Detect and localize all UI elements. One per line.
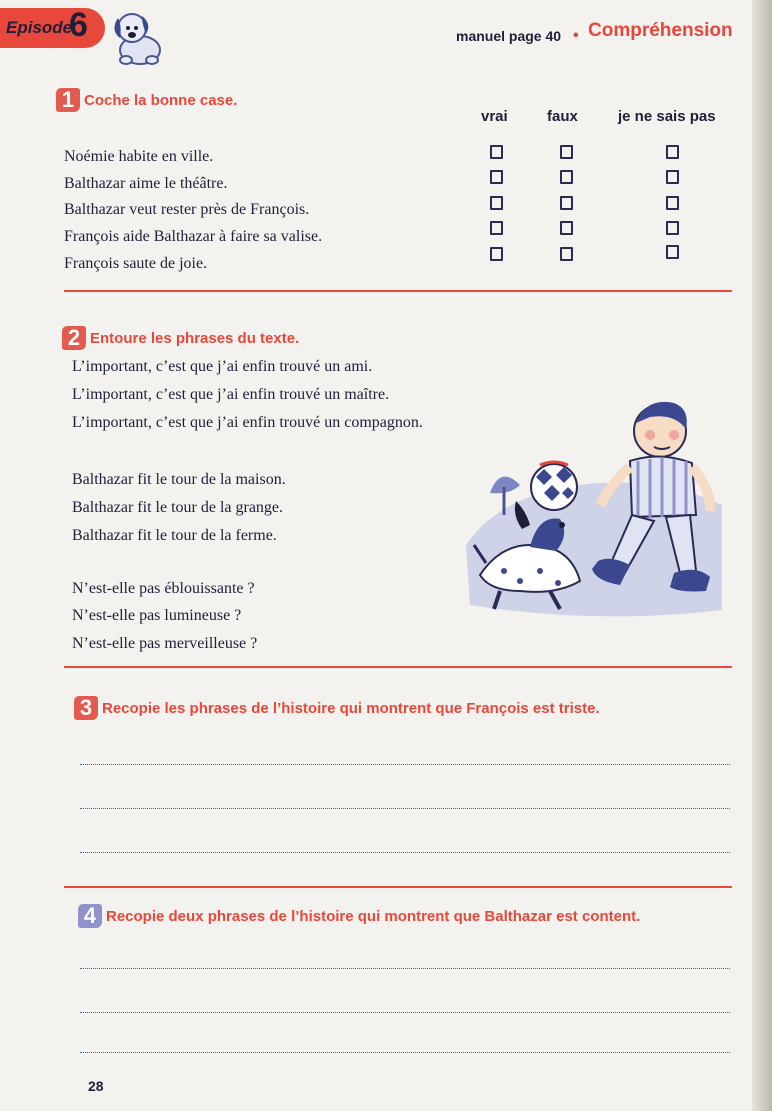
sentence-1-3[interactable]: L’important, c’est que j’ai enfin trouvé un compagnon.	[72, 414, 423, 431]
checkbox-1-vrai[interactable]	[490, 145, 503, 159]
exercise-2-heading	[62, 326, 299, 350]
sentence-2-1[interactable]: Balthazar fit le tour de la maison.	[72, 471, 286, 488]
checkbox-5-je-ne-sais-pas[interactable]	[666, 245, 679, 259]
sentence-1-2[interactable]: L’important, c’est que j’ai enfin trouvé un maître.	[72, 386, 390, 403]
exercise-4-title: Recopie deux phrases de l’histoire qui montrent que Balthazar est content.	[106, 907, 641, 925]
sentence-1-1[interactable]: L’important, c’est que j’ai enfin trouvé un ami.	[72, 358, 373, 375]
divider-2	[64, 666, 732, 668]
divider-3	[64, 886, 732, 888]
checkbox-3-vrai[interactable]	[490, 196, 503, 210]
checkbox-5-vrai[interactable]	[490, 247, 503, 261]
statement-4: François aide Balthazar à faire sa valise.	[64, 228, 323, 245]
answer-line-3-1[interactable]	[80, 764, 730, 765]
checkbox-4-vrai[interactable]	[490, 221, 503, 235]
checkbox-2-je-ne-sais-pas[interactable]	[666, 170, 679, 184]
answer-line-4-2[interactable]	[80, 1012, 730, 1013]
boy-and-dog-illustration	[460, 395, 730, 625]
answer-line-3-3[interactable]	[80, 852, 730, 853]
checkbox-1-je-ne-sais-pas[interactable]	[666, 145, 679, 159]
checkbox-2-faux[interactable]	[560, 170, 573, 184]
exercise-1-heading	[56, 88, 237, 112]
page-edge	[752, 0, 772, 1111]
sentence-2-3[interactable]: Balthazar fit le tour de la ferme.	[72, 527, 277, 544]
column-je-ne-sais-pas: je ne sais pas	[618, 108, 716, 125]
checkbox-4-faux[interactable]	[560, 221, 573, 235]
header-separator: •	[573, 27, 579, 44]
checkbox-3-je-ne-sais-pas[interactable]	[666, 196, 679, 210]
statement-5: François saute de joie.	[64, 255, 208, 272]
checkbox-4-je-ne-sais-pas[interactable]	[666, 221, 679, 235]
sentence-3-1[interactable]: N’est-elle pas éblouissante ?	[72, 580, 255, 597]
statement-2: Balthazar aime le théâtre.	[64, 175, 228, 192]
exercise-4-number: 4	[78, 904, 102, 928]
checkbox-2-vrai[interactable]	[490, 170, 503, 184]
puppy-icon	[106, 4, 170, 68]
exercise-4-heading	[78, 904, 640, 928]
exercise-3-title: Recopie les phrases de l’histoire qui montrent que François est triste.	[102, 699, 600, 717]
divider-1	[64, 290, 732, 292]
checkbox-5-faux[interactable]	[560, 247, 573, 261]
exercise-2-number: 2	[62, 326, 86, 350]
exercise-1-title: Coche la bonne case.	[84, 91, 238, 109]
exercise-2-title: Entoure les phrases du texte.	[90, 329, 300, 347]
column-vrai: vrai	[481, 108, 508, 125]
answer-line-4-1[interactable]	[80, 968, 730, 969]
sentence-3-3[interactable]: N’est-elle pas merveilleuse ?	[72, 635, 258, 652]
exercise-1-number: 1	[56, 88, 80, 112]
statement-1: Noémie habite en ville.	[64, 148, 214, 165]
section-title: Compréhension	[588, 20, 733, 41]
column-faux: faux	[547, 108, 578, 125]
answer-line-4-3[interactable]	[80, 1052, 730, 1053]
page-number: 28	[88, 1078, 104, 1094]
sentence-3-2[interactable]: N’est-elle pas lumineuse ?	[72, 607, 242, 624]
checkbox-1-faux[interactable]	[560, 145, 573, 159]
episode-number: 6	[69, 6, 88, 44]
exercise-3-heading	[74, 696, 600, 720]
episode-label: Episode	[6, 18, 73, 37]
exercise-3-number: 3	[74, 696, 98, 720]
answer-line-3-2[interactable]	[80, 808, 730, 809]
sentence-2-2[interactable]: Balthazar fit le tour de la grange.	[72, 499, 284, 516]
checkbox-3-faux[interactable]	[560, 196, 573, 210]
manual-page-ref: manuel page 40	[456, 28, 562, 44]
statement-3: Balthazar veut rester près de François.	[64, 201, 310, 218]
